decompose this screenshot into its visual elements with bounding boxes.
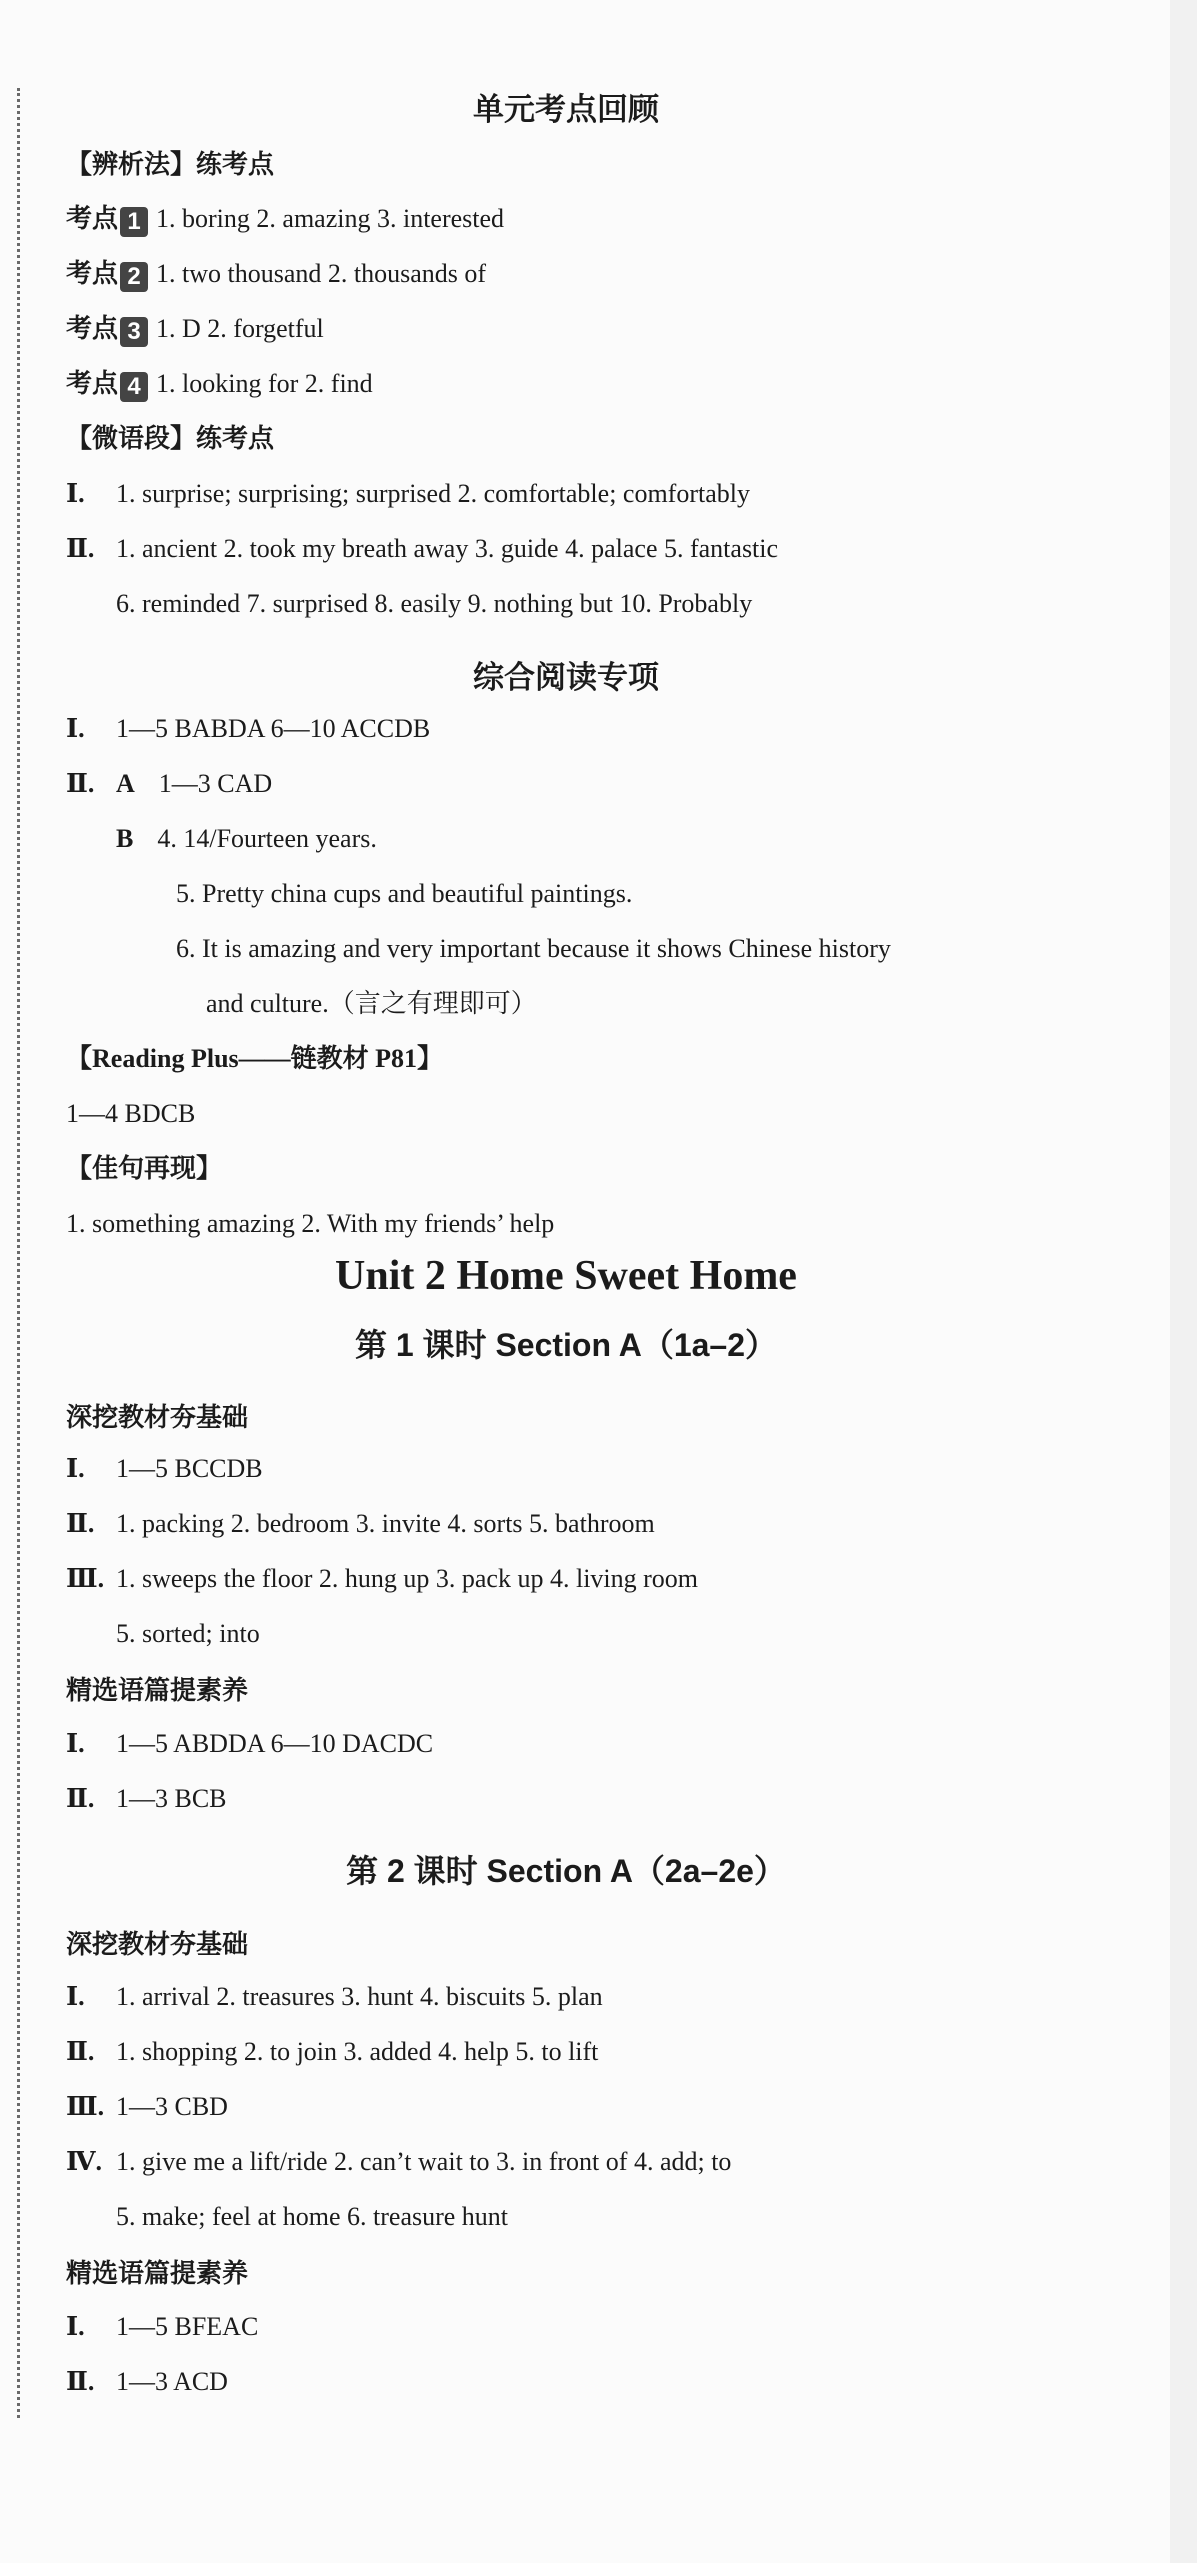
lesson-2-basics-line-4-cont: 5. make; feel at home 6. treasure hunt (116, 2202, 509, 2231)
roman-numeral: Ⅰ. (66, 1982, 85, 2011)
weiyu-line-1 (66, 477, 750, 511)
answer-text: 1. surprise; surprising; surprised 2. comfortable; comfortably (116, 479, 750, 508)
jiaju-answer: 1. something amazing 2. With my friends’ help (66, 1209, 555, 1238)
lesson-2-basics-line-2 (66, 2035, 598, 2069)
roman-numeral: Ⅰ. (66, 479, 85, 508)
kaodian-row-1 (66, 202, 504, 237)
weiyu-line-2 (66, 532, 778, 566)
answer-text: 1. packing 2. bedroom 3. invite 4. sorts 5. bathroom (116, 1509, 655, 1538)
kaodian-answer: 1. boring 2. amazing 3. interested (156, 204, 505, 233)
lesson-2-basics-line-1 (66, 1980, 603, 2014)
kaodian-answer: 1. two thousand 2. thousands of (156, 259, 487, 288)
answer-text: 1—3 CBD (116, 2092, 228, 2121)
lesson-1-basics-line-1 (66, 1452, 263, 1486)
answer-text: 1. arrival 2. treasures 3. hunt 4. biscuits 5. plan (116, 1982, 603, 2011)
roman-numeral: Ⅱ. (66, 2037, 95, 2066)
kaodian-label: 考点 (66, 314, 119, 343)
lesson-2-reading-line-1 (66, 2310, 258, 2344)
reading-line-b6-cont: and culture.（言之有理即可） (206, 989, 537, 1018)
roman-numeral: Ⅱ. (66, 2367, 95, 2396)
roman-numeral: Ⅲ. (66, 1564, 105, 1593)
reading-title: 综合阅读专项 (473, 660, 659, 695)
kaodian-badge: 3 (120, 317, 148, 347)
lesson-1-basics-header: 深挖教材夯基础 (66, 1402, 249, 1432)
reading-plus-header: 【Reading Plus——链教材 P81】 (66, 1044, 444, 1073)
kaodian-row-2 (66, 257, 486, 292)
kaodian-label: 考点 (66, 369, 119, 398)
kaodian-badge: 4 (120, 372, 148, 402)
kaodian-badge: 2 (120, 262, 148, 292)
passage-label-b: B (116, 824, 134, 853)
answer-text: 1—5 BCCDB (116, 1454, 263, 1483)
lesson-2-reading-line-2 (66, 2365, 228, 2399)
answer-text: 1—5 BFEAC (116, 2312, 259, 2341)
lesson-1-reading-line-2 (66, 1782, 227, 1816)
roman-numeral: Ⅰ. (66, 2312, 85, 2341)
lesson-2-basics-header: 深挖教材夯基础 (66, 1929, 249, 1959)
lesson-1-basics-line-3-cont: 5. sorted; into (116, 1619, 260, 1648)
roman-numeral: Ⅱ. (66, 769, 95, 798)
jiaju-header: 【佳句再现】 (66, 1154, 223, 1183)
kaodian-answer: 1. looking for 2. find (156, 369, 373, 398)
passage-label-a: A (116, 769, 135, 798)
roman-numeral: Ⅰ. (66, 1729, 85, 1758)
roman-numeral: Ⅱ. (66, 1784, 95, 1813)
weiyu-line-2-cont: 6. reminded 7. surprised 8. easily 9. nothing but 10. Probably (116, 589, 753, 618)
lesson-1-basics-line-3 (66, 1562, 698, 1596)
answer-text: 1. sweeps the floor 2. hung up 3. pack up 4. living room (116, 1564, 699, 1593)
lesson-1-title: 第 1 课时 Section A（1a–2） (354, 1327, 778, 1363)
reading-line-b5: 5. Pretty china cups and beautiful paintings. (176, 879, 633, 908)
kaodian-label: 考点 (66, 259, 119, 288)
lesson-1-basics-line-2 (66, 1507, 655, 1541)
roman-numeral: Ⅲ. (66, 2092, 105, 2121)
reading-line-2b (66, 822, 377, 856)
roman-numeral: Ⅱ. (66, 1509, 95, 1538)
bianxi-header: 【辨析法】练考点 (66, 150, 275, 179)
reading-line-1 (66, 712, 430, 746)
binding-dotted-line (17, 88, 20, 2418)
roman-numeral: Ⅱ. (66, 534, 95, 563)
kaodian-badge: 1 (120, 207, 148, 237)
lesson-2-basics-line-4 (66, 2145, 731, 2179)
answer-text: 1. ancient 2. took my breath away 3. guide 4. palace 5. fantastic (116, 534, 779, 563)
roman-numeral: Ⅰ. (66, 714, 85, 743)
answer-text: 1—5 BABDA 6—10 ACCDB (116, 714, 431, 743)
roman-numeral: Ⅰ. (66, 1454, 85, 1483)
answer-text: 4. 14/Fourteen years. (157, 824, 377, 853)
answer-text: 1. give me a lift/ride 2. can’t wait to 3. in front of 4. add; to (116, 2147, 732, 2176)
answer-text: 1—3 BCB (116, 1784, 227, 1813)
kaodian-answer: 1. D 2. forgetful (156, 314, 324, 343)
lesson-1-reading-header: 精选语篇提素养 (66, 1675, 249, 1705)
lesson-2-basics-line-3 (66, 2090, 228, 2124)
answer-text: 1—5 ABDDA 6—10 DACDC (116, 1729, 434, 1758)
unit-title: Unit 2 Home Sweet Home (335, 1253, 797, 1299)
kaodian-label: 考点 (66, 204, 119, 233)
lesson-1-reading-line-1 (66, 1727, 433, 1761)
kaodian-row-4 (66, 367, 373, 402)
reading-line-b6: 6. It is amazing and very important because it shows Chinese history (176, 934, 891, 963)
weiyu-header: 【微语段】练考点 (66, 424, 275, 453)
reading-plus-answer: 1—4 BDCB (66, 1099, 196, 1128)
answer-text: 1. shopping 2. to join 3. added 4. help 5. to lift (116, 2037, 599, 2066)
answer-text: 1—3 ACD (116, 2367, 228, 2396)
reading-line-2a (66, 767, 272, 801)
review-title: 单元考点回顾 (473, 92, 659, 127)
lesson-2-reading-header: 精选语篇提素养 (66, 2258, 249, 2288)
answer-text: 1—3 CAD (158, 769, 273, 798)
roman-numeral: Ⅳ. (66, 2147, 103, 2176)
lesson-2-title: 第 2 课时 Section A（2a–2e） (346, 1853, 786, 1889)
kaodian-row-3 (66, 312, 324, 347)
